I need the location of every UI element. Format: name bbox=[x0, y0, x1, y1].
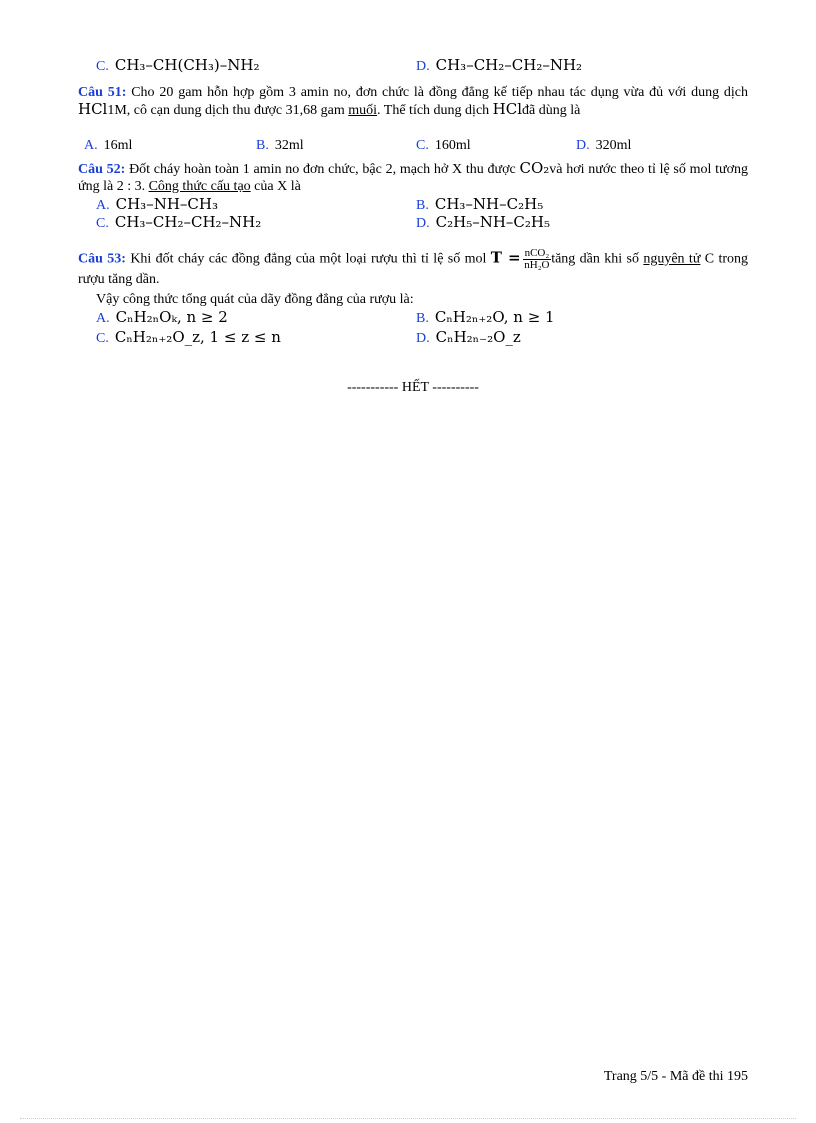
q53-option-b: B. CₙH₂ₙ₊₂O, n ≥ 1 bbox=[416, 308, 555, 326]
q50-option-c: C. CH₃–CH(CH₃)–NH₂ bbox=[96, 56, 260, 74]
q53-options bbox=[96, 308, 746, 348]
q52-option-b: B. CH₃–NH–C₂H₅ bbox=[416, 195, 544, 213]
q50-options bbox=[96, 56, 746, 75]
q53-stem: Câu 53: Khi đốt cháy các đồng đẳng của một loại rượu thì tỉ lệ số mol T = $\frac{\text{nCO₂}}{\text{nH₂O}}$ tăng dần khi số nguyên tử C trong rượu tăng dần. bbox=[78, 247, 749, 287]
q51-option-d: D. 320ml bbox=[576, 138, 632, 153]
q52-option-a: A. CH₃–NH–CH₃ bbox=[96, 195, 218, 213]
q52-options bbox=[96, 195, 746, 235]
q51-options bbox=[84, 138, 744, 156]
q52-option-d: D. C₂H₅–NH–C₂H₅ bbox=[416, 213, 550, 231]
q53-option-a: A. CₙH₂ₙOₖ, n ≥ 2 bbox=[96, 308, 228, 326]
q51-option-c: C. 160ml bbox=[416, 138, 471, 153]
q53-option-c: C. CₙH₂ₙ₊₂O_z, 1 ≤ z ≤ n bbox=[96, 328, 281, 346]
q52-stem: Câu 52: Đốt cháy hoàn toàn 1 amin no đơn chức, bậc 2, mạch hở X thu được CO₂và hơi nước theo tỉ lệ số mol tương ứng là 2 : 3. Công thức cấu tạo của X là bbox=[78, 159, 749, 194]
q51-option-a: A. 16ml bbox=[84, 138, 133, 153]
q51-stem: Câu 51: Cho 20 gam hỗn hợp gồm 3 amin no, đơn chức là đồng đẳng kế tiếp nhau tác dụng vừa đủ với dung dịch HCl1M, cô cạn dung dịch thu được 31,68 gam muối. Thể tích dung dịch HClđã dùng là bbox=[78, 85, 749, 118]
q53-option-d: D. CₙH₂ₙ₋₂O_z bbox=[416, 328, 521, 346]
q52-option-c: C. CH₃–CH₂–CH₂–NH₂ bbox=[96, 213, 262, 231]
q51-option-b: B. 32ml bbox=[256, 138, 304, 153]
ratio-fraction: $\frac{\text{nCO₂}}{\text{nH₂O}}$ bbox=[524, 247, 550, 271]
page-divider bbox=[20, 1118, 796, 1119]
page-footer: Trang 5/5 - Mã đề thi 195 bbox=[603, 1069, 748, 1084]
q50-option-d: D. CH₃–CH₂–CH₂–NH₂ bbox=[416, 56, 583, 74]
q53-line2: Vậy công thức tổng quát của dãy đồng đẳng của rượu là: bbox=[96, 292, 414, 307]
end-marker: ----------- HẾT ---------- bbox=[347, 380, 479, 395]
